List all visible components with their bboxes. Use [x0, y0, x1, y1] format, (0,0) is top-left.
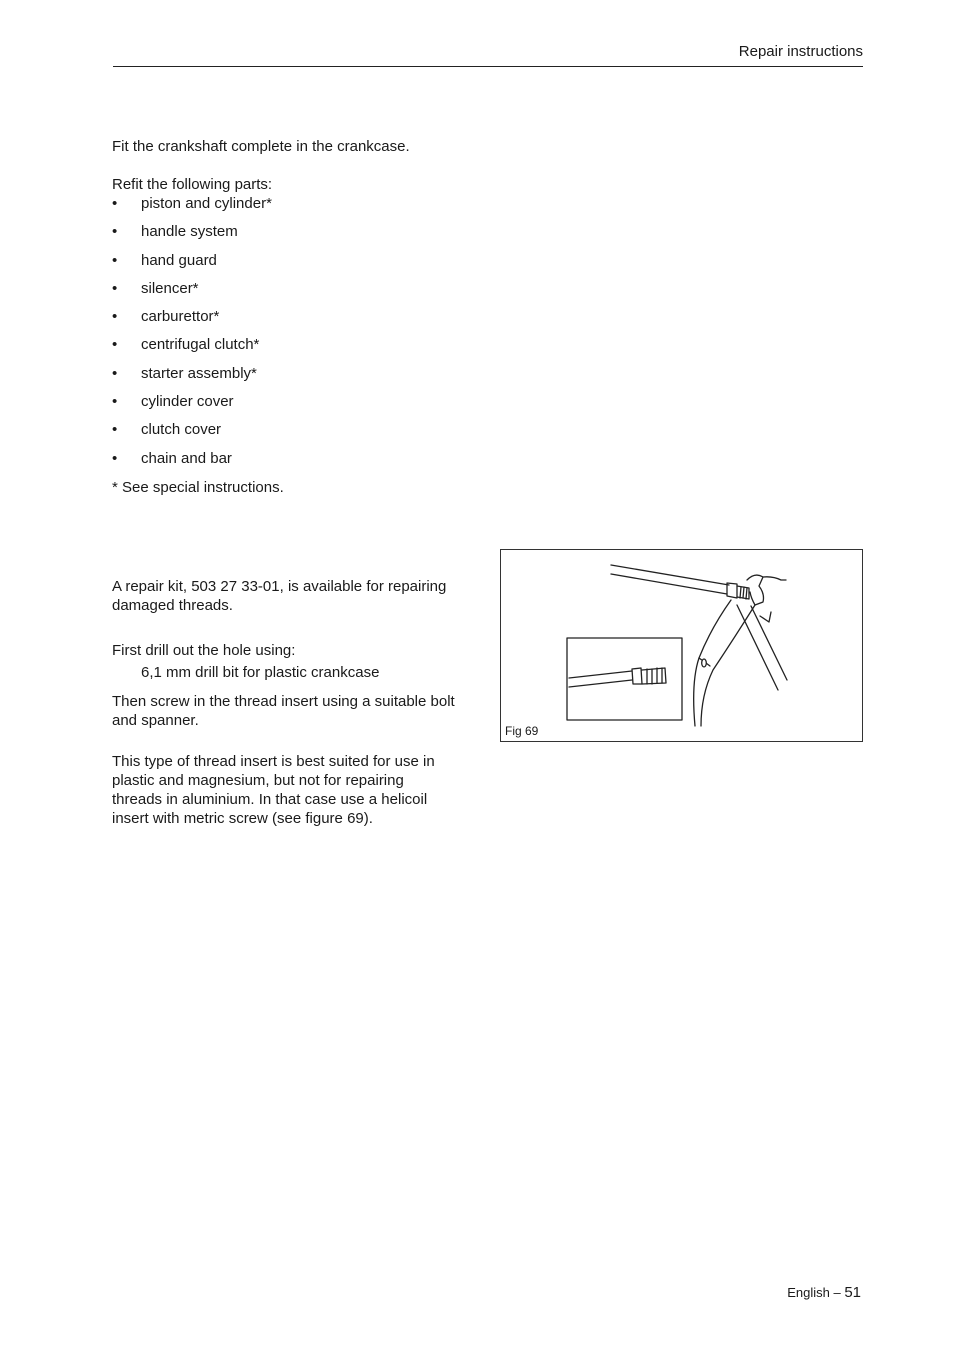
list-item-text: piston and cylinder* — [141, 195, 272, 212]
list-item-text: starter assembly* — [141, 364, 257, 382]
list-item-text: chain and bar — [141, 449, 232, 467]
list-item-text: centrifugal clutch* — [141, 336, 260, 354]
thread-insert-note: This type of thread insert is best suited for use in plastic and magnesium, but not for repairing threads in aluminium. In that case use a helicoil insert with metric screw (see figure 69). — [112, 753, 435, 827]
bullet: • — [112, 364, 118, 382]
page-footer — [787, 1284, 861, 1301]
bullet: • — [112, 308, 118, 326]
footer-language: English – — [787, 1285, 841, 1300]
drill-intro: First drill out the hole using: — [112, 642, 296, 659]
bullet: • — [112, 279, 118, 297]
bullet: • — [112, 421, 118, 439]
figure-caption: Fig 69 — [505, 724, 539, 738]
bullet: • — [112, 223, 118, 241]
bullet: • — [112, 449, 118, 467]
bullet: • — [112, 393, 118, 411]
figure-69 — [500, 549, 863, 742]
footnote: * See special instructions. — [112, 479, 284, 496]
bullet: • — [112, 195, 118, 212]
list-item-text: clutch cover — [141, 421, 222, 439]
crankshaft-instruction: Fit the crankshaft complete in the crankcase. — [112, 138, 410, 155]
list-item-text: cylinder cover — [141, 393, 234, 411]
refit-heading: Refit the following parts: — [112, 176, 273, 193]
bullet: • — [112, 251, 118, 269]
page-number: 51 — [844, 1284, 861, 1301]
list-item-text: handle system — [141, 223, 238, 241]
list-item-text: hand guard — [141, 251, 217, 269]
list-item-text: silencer* — [141, 279, 199, 297]
page-header-title: Repair instructions — [738, 43, 863, 60]
header-rule — [113, 66, 863, 67]
repair-kit-paragraph: A repair kit, 503 27 33-01, is available for repairing damaged threads. — [112, 578, 447, 614]
drill-spec: 6,1 mm drill bit for plastic crankcase — [141, 664, 380, 681]
screw-in-paragraph: Then screw in the thread insert using a suitable bolt and spanner. — [112, 693, 455, 729]
thread-insert-illustration — [501, 550, 862, 741]
bullet: • — [112, 336, 118, 354]
list-item-text: carburettor* — [141, 308, 220, 326]
